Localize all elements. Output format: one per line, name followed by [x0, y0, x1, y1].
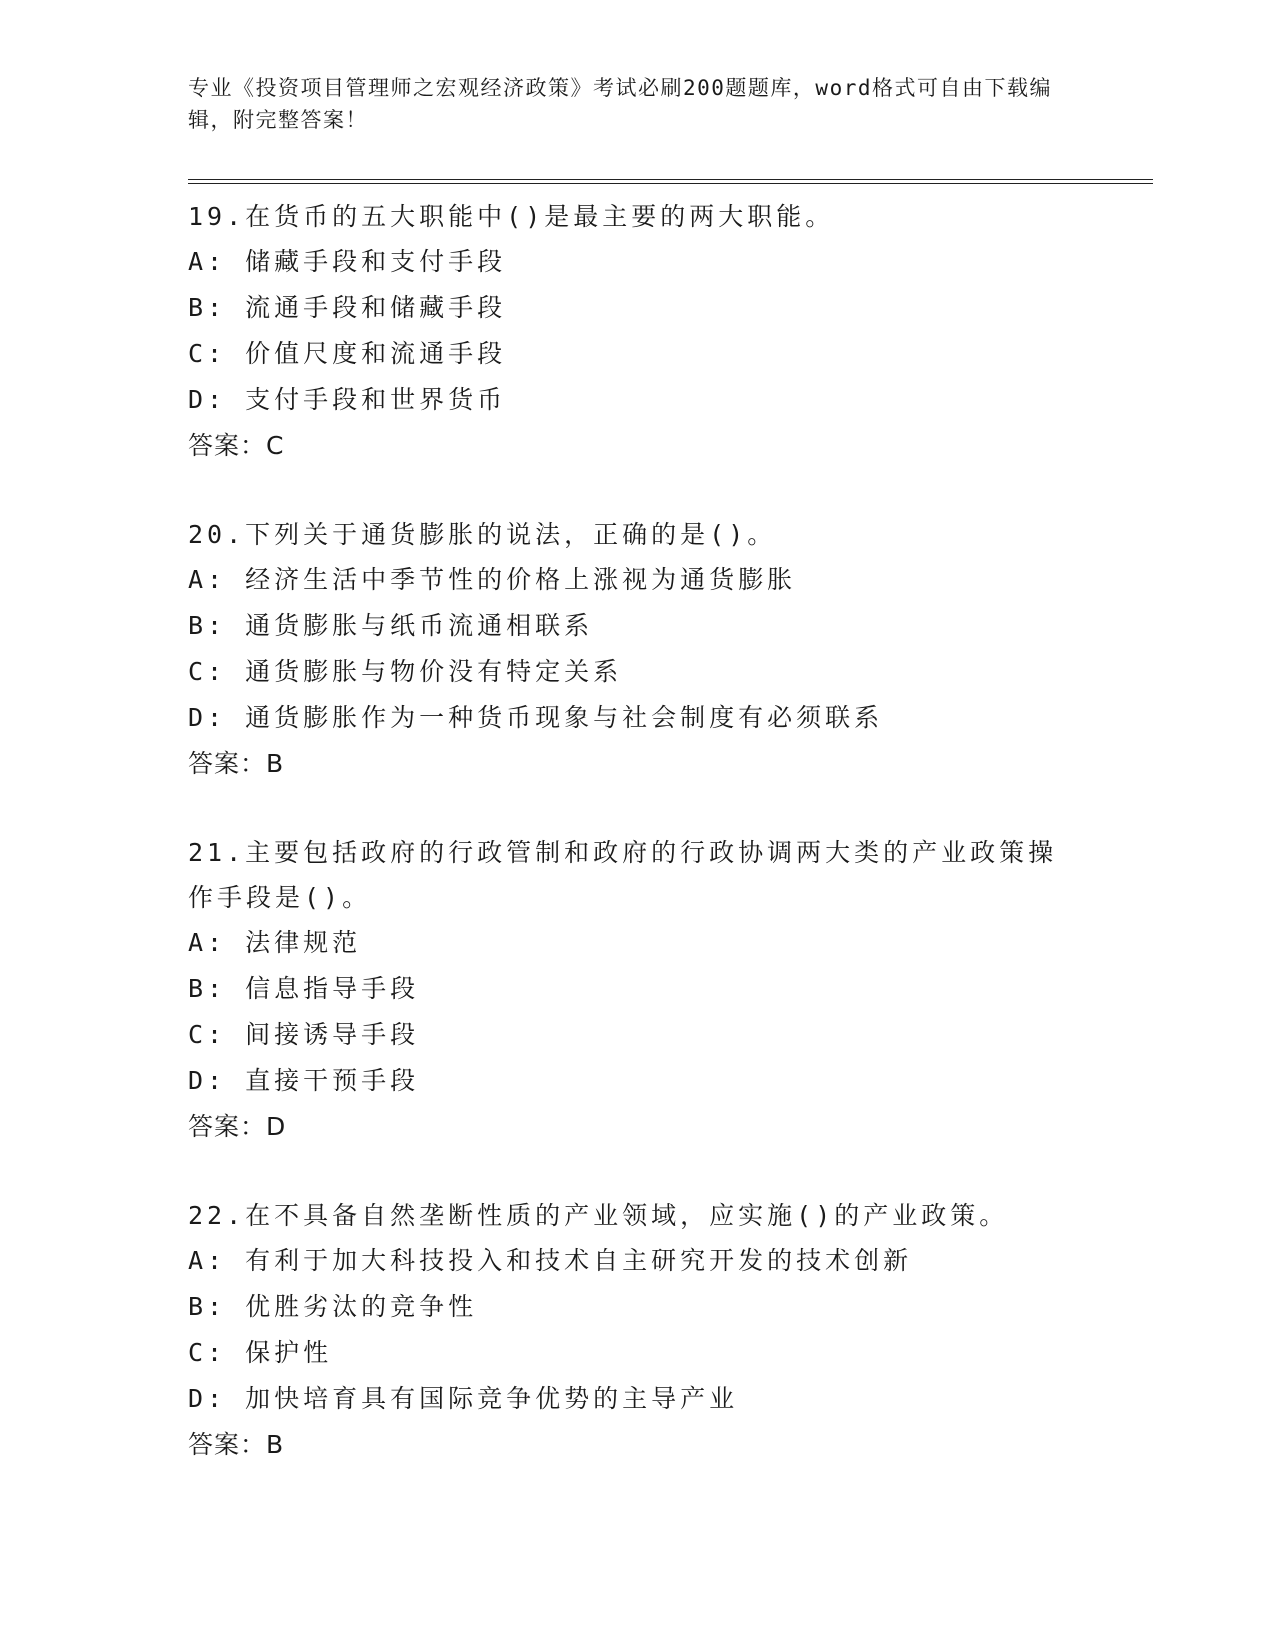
question-stem: 21.主要包括政府的行政管制和政府的行政协调两大类的产业政策操作手段是()。 — [188, 838, 1058, 912]
option-b: B: 优胜劣汰的竞争性 — [188, 1292, 478, 1321]
option-a: A: 储藏手段和支付手段 — [188, 247, 507, 276]
answer-line: 答案：B — [188, 749, 285, 778]
option-d: D: 直接干预手段 — [188, 1066, 420, 1095]
option-d: D: 支付手段和世界货币 — [188, 385, 507, 414]
option-d: D: 通货膨胀作为一种货币现象与社会制度有必须联系 — [188, 703, 884, 732]
option-c: C: 间接诱导手段 — [188, 1020, 420, 1049]
answer-line: 答案：C — [188, 431, 285, 460]
question-item — [188, 194, 1153, 469]
answer-line: 答案：B — [188, 1430, 285, 1459]
option-a: A: 法律规范 — [188, 928, 362, 957]
question-stem: 20.下列关于通货膨胀的说法，正确的是()。 — [188, 520, 777, 549]
question-stem: 19.在货币的五大职能中()是最主要的两大职能。 — [188, 202, 835, 231]
divider-line-bottom — [188, 183, 1153, 184]
answer-line: 答案：D — [188, 1112, 287, 1141]
option-d: D: 加快培育具有国际竞争优势的主导产业 — [188, 1384, 739, 1413]
question-item — [188, 830, 1153, 1150]
option-b: B: 信息指导手段 — [188, 974, 420, 1003]
document-page — [188, 72, 1153, 1511]
document-header: 专业《投资项目管理师之宏观经济政策》考试必刷200题题库，word格式可自由下载编辑，附完整答案！ — [188, 76, 1052, 132]
option-c: C: 保护性 — [188, 1338, 333, 1367]
option-c: C: 通货膨胀与物价没有特定关系 — [188, 657, 623, 686]
option-a: A: 经济生活中季节性的价格上涨视为通货膨胀 — [188, 565, 797, 594]
option-b: B: 通货膨胀与纸币流通相联系 — [188, 611, 594, 640]
question-item — [188, 1193, 1153, 1468]
question-stem: 22.在不具备自然垄断性质的产业领域，应实施()的产业政策。 — [188, 1201, 1009, 1230]
question-list — [188, 194, 1153, 1468]
question-item — [188, 512, 1153, 787]
option-a: A: 有利于加大科技投入和技术自主研究开发的技术创新 — [188, 1246, 913, 1275]
header-divider — [188, 179, 1153, 184]
option-c: C: 价值尺度和流通手段 — [188, 339, 507, 368]
option-b: B: 流通手段和储藏手段 — [188, 293, 507, 322]
divider-line-top — [188, 179, 1153, 180]
